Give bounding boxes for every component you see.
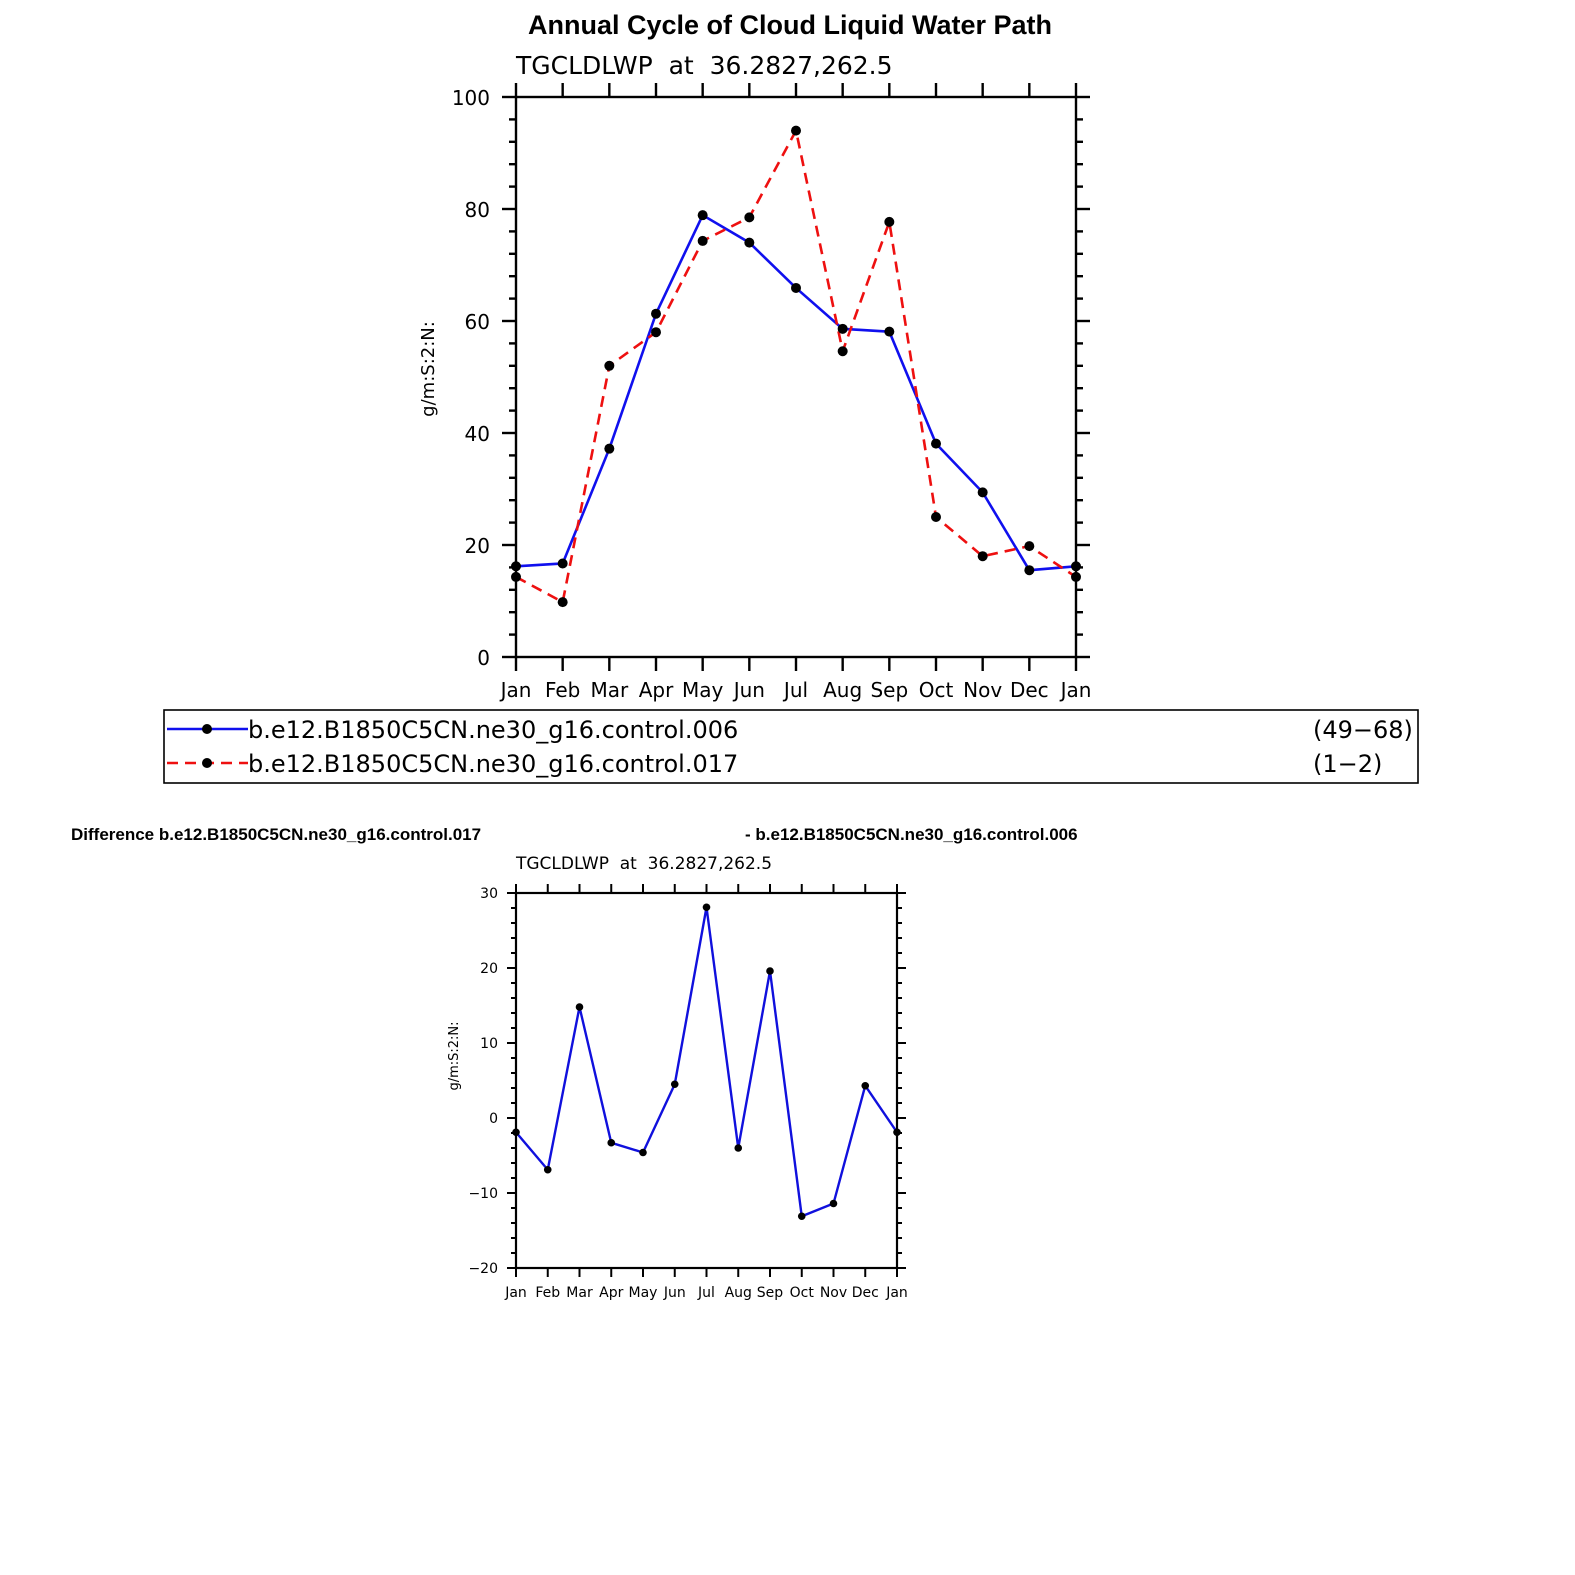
top-chart-x-tick-label: Jan [1060, 678, 1092, 702]
difference-chart-y-tick-label: −20 [468, 1261, 498, 1277]
difference-chart [468, 884, 907, 1301]
top-chart-subtitle: TGCLDLWP at 36.2827,262.5 [516, 51, 893, 80]
top-chart-data-point-control-006 [791, 283, 801, 293]
difference-chart-x-tick-label: Dec [851, 1285, 879, 1301]
top-chart-data-point-control-006 [604, 444, 614, 454]
difference-chart-data-point-difference [798, 1212, 806, 1220]
difference-chart-data-point-difference [734, 1144, 742, 1152]
top-chart-data-point-control-017 [698, 236, 708, 246]
top-chart-data-point-control-017 [1024, 541, 1034, 551]
difference-chart-data-point-difference [544, 1166, 552, 1174]
difference-chart-data-point-difference [703, 903, 711, 911]
difference-chart-x-tick-label: Nov [819, 1285, 848, 1301]
top-chart-x-tick-label: Sep [870, 678, 909, 702]
difference-chart-y-tick-label: −10 [468, 1186, 498, 1202]
difference-chart-x-tick-label: Jun [663, 1285, 686, 1301]
top-chart-x-tick-label: Jul [783, 678, 809, 702]
difference-chart-x-tick-label: Oct [789, 1285, 814, 1301]
difference-chart-data-point-difference [861, 1082, 869, 1090]
top-chart-series-line-control-017 [516, 131, 1076, 603]
difference-chart-data-point-difference [671, 1080, 679, 1088]
legend-years-control-006: (49−68) [1313, 716, 1413, 744]
top-chart-y-tick-label: 100 [451, 86, 490, 110]
difference-chart-x-tick-label: Jan [505, 1285, 527, 1301]
difference-chart-x-tick-label: Jul [698, 1285, 715, 1301]
difference-chart-series-line-difference [516, 907, 897, 1216]
legend-label-control-017: b.e12.B1850C5CN.ne30_g16.control.017 [248, 750, 739, 778]
top-chart-x-tick-label: Oct [918, 678, 954, 702]
top-chart-x-tick-label: Mar [590, 678, 629, 702]
difference-chart-x-tick-label: Jan [886, 1285, 908, 1301]
top-chart-data-point-control-006 [978, 487, 988, 497]
top-chart-x-tick-label: Feb [544, 678, 581, 702]
difference-chart-x-tick-label: Mar [566, 1285, 593, 1301]
top-series-layer [511, 126, 1081, 608]
difference-chart-data-point-difference [607, 1139, 615, 1147]
top-chart-data-point-control-017 [791, 126, 801, 136]
difference-chart-data-point-difference [639, 1149, 647, 1157]
top-chart-series-line-control-006 [516, 215, 1076, 570]
difference-chart-x-tick-label: May [628, 1285, 658, 1301]
difference-title-left: Difference b.e12.B1850C5CN.ne30_g16.control.017 [71, 825, 482, 844]
difference-chart-y-tick-label: 20 [480, 961, 498, 977]
top-chart-data-point-control-006 [1024, 565, 1034, 575]
top-chart-y-tick-label: 0 [477, 646, 490, 670]
legend-label-control-006: b.e12.B1850C5CN.ne30_g16.control.006 [248, 716, 739, 744]
top-chart-data-point-control-017 [744, 212, 754, 222]
difference-chart-y-axis-label: g/m:S:2:N: [447, 1021, 462, 1091]
top-chart-data-point-control-017 [978, 551, 988, 561]
legend-marker-control-006 [202, 724, 212, 734]
top-chart-x-tick-label: Jan [500, 678, 532, 702]
difference-chart-data-point-difference [766, 967, 774, 975]
difference-chart-plot-frame [516, 893, 897, 1268]
difference-chart-data-point-difference [576, 1003, 584, 1011]
legend [164, 710, 1418, 783]
difference-chart-x-tick-label: Aug [724, 1285, 752, 1301]
top-chart-data-point-control-017 [558, 597, 568, 607]
top-chart-data-point-control-017 [838, 346, 848, 356]
top-chart-x-tick-label: Nov [963, 678, 1003, 702]
top-chart-data-point-control-006 [884, 327, 894, 337]
top-chart-x-tick-label: Aug [823, 678, 863, 702]
top-chart-data-point-control-006 [931, 439, 941, 449]
difference-chart-data-point-difference [830, 1200, 838, 1208]
difference-chart-subtitle: TGCLDLWP at 36.2827,262.5 [516, 854, 773, 874]
top-chart-plot-frame [516, 97, 1076, 657]
difference-chart-x-tick-label: Apr [599, 1285, 624, 1301]
top-chart-data-point-control-006 [744, 238, 754, 248]
top-chart-x-tick-label: Jun [733, 678, 765, 702]
difference-title-right: - b.e12.B1850C5CN.ne30_g16.control.006 [745, 825, 1078, 844]
top-chart-data-point-control-017 [604, 361, 614, 371]
top-chart-data-point-control-006 [558, 558, 568, 568]
top-chart-data-point-control-017 [884, 217, 894, 227]
top-chart-data-point-control-017 [651, 327, 661, 337]
top-chart-x-tick-label: May [681, 678, 724, 702]
top-chart-x-tick-label: Apr [638, 678, 674, 702]
difference-chart-y-tick-label: 30 [480, 886, 498, 902]
difference-chart-x-tick-label: Sep [756, 1285, 784, 1301]
top-chart [452, 83, 1092, 702]
top-chart-data-point-control-017 [931, 512, 941, 522]
difference-series-layer [512, 903, 901, 1220]
top-chart-y-tick-label: 60 [464, 310, 490, 334]
top-chart-data-point-control-006 [698, 210, 708, 220]
difference-axes-layer [468, 884, 907, 1301]
top-chart-y-tick-label: 20 [464, 534, 490, 558]
top-axes-layer [452, 83, 1092, 702]
top-chart-y-tick-label: 40 [464, 422, 490, 446]
figure-title: Annual Cycle of Cloud Liquid Water Path [527, 10, 1053, 40]
top-chart-data-point-control-006 [651, 309, 661, 319]
difference-chart-y-tick-label: 10 [480, 1036, 498, 1052]
top-chart-y-axis-label: g/m:S:2:N: [418, 321, 439, 417]
legend-marker-control-017 [202, 758, 212, 768]
difference-chart-x-tick-label: Feb [535, 1285, 561, 1301]
difference-chart-y-tick-label: 0 [489, 1111, 498, 1127]
top-chart-y-tick-label: 80 [464, 198, 490, 222]
top-chart-x-tick-label: Dec [1009, 678, 1049, 702]
top-chart-data-point-control-006 [838, 324, 848, 334]
legend-years-control-017: (1−2) [1313, 750, 1383, 778]
